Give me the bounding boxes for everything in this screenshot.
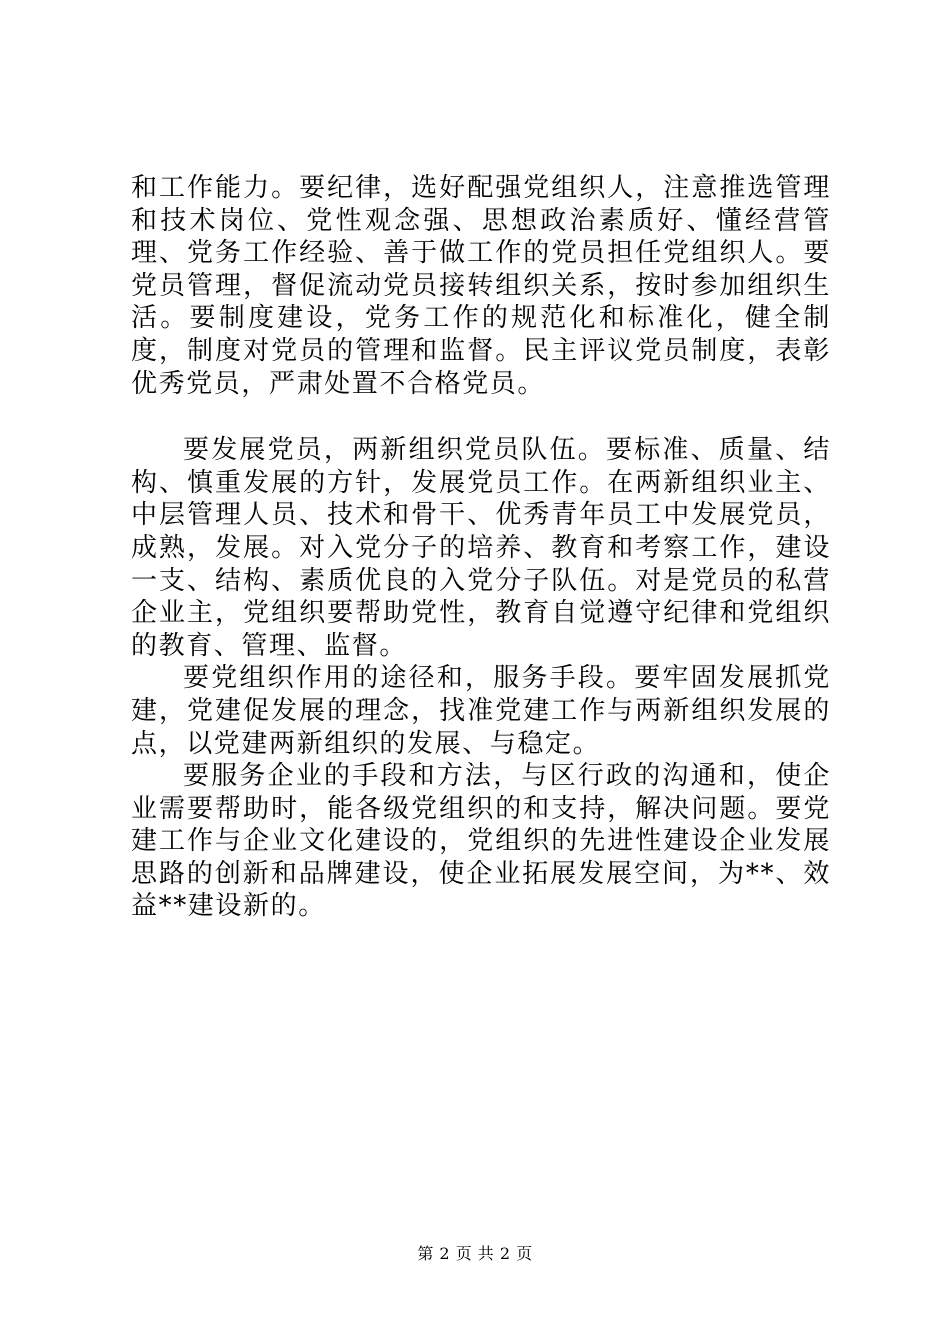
paragraph-2: 要发展党员，两新组织党员队伍。要标准、质量、结构、慎重发展的方针，发展党员工作。在两新组织业主、中层管理人员、技术和骨干、优秀青年员工中发展党员，成熟，发展。对入党分子的培养、教育和考察工作，建设一支、结构、素质优良的入党分子队伍。对是党员的私营企业主，党组织要帮助党性，教育自觉遵守纪律和党组织的教育、管理、监督。 xyxy=(131,435,831,661)
paragraph-4: 要服务企业的手段和方法，与区行政的沟通和，使企业需要帮助时，能各级党组织的和支持，解决问题。要党建工作与企业文化建设的，党组织的先进性建设企业发展思路的创新和品牌建设，使企业拓展发展空间，为**、效益**建设新的。 xyxy=(131,761,831,922)
paragraph-3: 要党组织作用的途径和，服务手段。要牢固发展抓党建，党建促发展的理念，找准党建工作与两新组织发展的点，以党建两新组织的发展、与稳定。 xyxy=(131,663,831,759)
paragraph-1: 和工作能力。要纪律，选好配强党组织人，注意推选管理和技术岗位、党性观念强、思想政治素质好、懂经营管理、党务工作经验、善于做工作的党员担任党组织人。要党员管理，督促流动党员接转组织关系，按时参加组织生活。要制度建设，党务工作的规范化和标准化，健全制度，制度对党员的管理和监督。民主评议党员制度，表彰优秀党员，严肃处置不合格党员。 xyxy=(131,173,831,399)
page-footer xyxy=(0,1244,950,1264)
document-body xyxy=(131,172,831,923)
page-number-label: 第 2 页 共 2 页 xyxy=(417,1244,533,1263)
